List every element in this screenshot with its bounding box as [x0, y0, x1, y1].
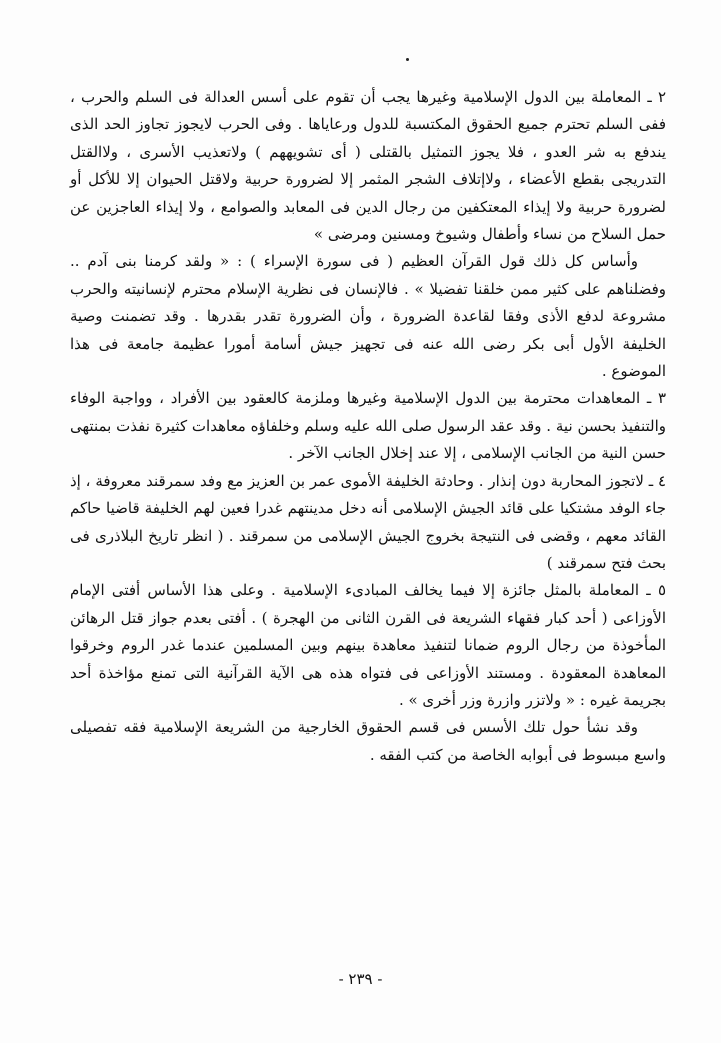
body-text [70, 84, 666, 769]
paragraph-item-2: ٢ ـ المعاملة بين الدول الإسلامية وغيرها يجب أن تقوم على أسس العدالة فى السلم والحرب ، ففى السلم تحترم جميع الحقوق المكتسبة للدول ورعاياها . وفى الحرب لايجوز تجاوز الحد الذى يندفع به شر العدو ، فلا يجوز التمثيل بالقتلى ( أى تشويههم ) ولاتعذيب الأسرى ، ولاالقتل التدريجى بقطع الأعضاء ، ولاإتلاف الشجر المثمر إلا لضرورة حربية ولاقتل الحيوان إلا للأكل أو لضرورة حربية ولا إيذاء المعتكفين من رجال الدين فى المعابد والصوامع ، ولا إيذاء العاجزين عن حمل السلاح من نساء وأطفال وشيوخ ومسنين ومرضى » [70, 88, 666, 244]
page-number: - ٢٣٩ - [338, 970, 383, 988]
paragraph-item-4: ٤ ـ لاتجوز المحاربة دون إنذار . وحادثة الخليفة الأموى عمر بن العزيز مع وفد سمرقند معروفة ، إذ جاء الوفد مشتكيا على قائد الجيش الإسلامى أنه دخل مدينتهم غدرا فعين لهم الخليفة قاضيا حاكم القائد معهم ، وقضى فى النتيجة بخروج الجيش الإسلامى من سمرقند . ( انظر تاريخ البلاذرى فى بحث فتح سمرقند ) [70, 471, 666, 572]
paragraph-item-3: ٣ ـ المعاهدات محترمة بين الدول الإسلامية وغيرها وملزمة كالعقود بين الأفراد ، وواجبة الوفاء والتنفيذ بحسن نية . وقد عقد الرسول صلى الله عليه وسلم وخلفاؤه معاهدات كثيرة نفذت بمنتهى حسن النية من الجانب الإسلامى ، إلا عند إخلال الجانب الآخر . [70, 389, 666, 463]
paragraph-conclusion: وقد نشأ حول تلك الأسس فى قسم الحقوق الخارجية من الشريعة الإسلامية فقه تفصيلى واسع مبسوط فى أبوابه الخاصة من كتب الفقه . [70, 718, 666, 764]
top-dot-mark [406, 58, 409, 61]
paragraph-item-5: ٥ ـ المعاملة بالمثل جائزة إلا فيما يخالف المبادىء الإسلامية . وعلى هذا الأساس أفتى الإمام الأوزاعى ( أحد كبار فقهاء الشريعة فى القرن الثانى من الهجرة ) . أفتى بعدم جواز قتل الرهائن المأخوذة من رجال الروم ضمانا لتنفيذ معاهدة بينهم وبين المسلمين عندما غدر الروم وخرقوا المعاهدة المعقودة . ومستند الأوزاعى فى فتواه هذه هى الآية القرآنية التى تمنع مؤاخذة أحد بجريمة غيره : « ولاتزر وازرة وزر أخرى » . [70, 581, 666, 709]
paragraph-basis: وأساس كل ذلك قول القرآن العظيم ( فى سورة الإسراء ) : « ولقد كرمنا بنى آدم .. وفضلناهم على كثير ممن خلقنا تفضيلا » . فالإنسان فى نظرية الإسلام محترم لإنسانيته والحرب مشروعة لدفع الأذى وفقا لقاعدة الضرورة ، وأن الضرورة تقدر بقدرها . وقد تضمنت وصية الخليفة الأول أبى بكر رضى الله عنه فى تجهيز جيش أسامة أمورا عظيمة جامعة فى هذا الموضوع . [70, 252, 666, 381]
